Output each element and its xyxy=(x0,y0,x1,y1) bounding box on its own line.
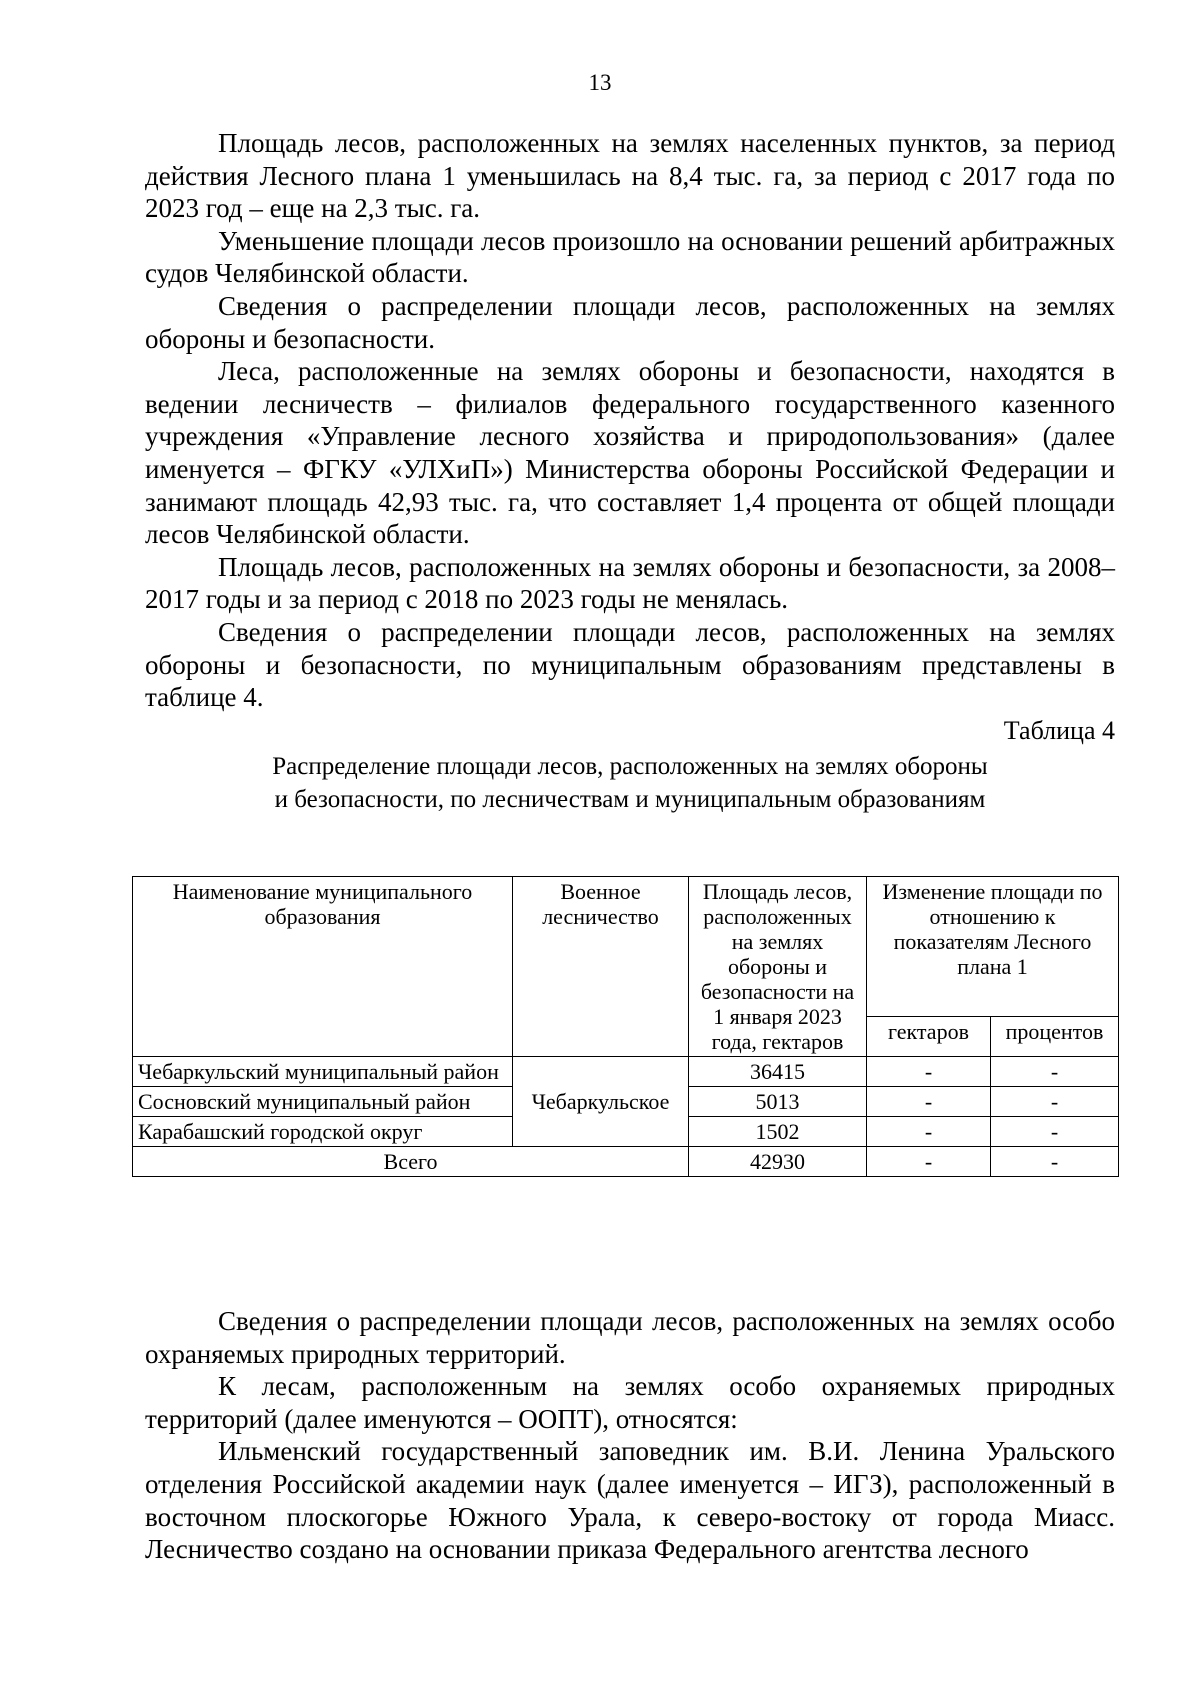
paragraph: Площадь лесов, расположенных на землях населенных пунктов, за период действия Лесного плана 1 уменьшилась на 8,4 тыс. га, за период с 2017 года по 2023 год – еще на 2,3 тыс. га. xyxy=(145,128,1115,224)
cell-municipality: Карабашский городской округ xyxy=(133,1117,513,1147)
cell-total-percent: - xyxy=(991,1147,1119,1177)
table-total-row xyxy=(133,1147,1119,1177)
table-title-line: Распределение площади лесов, расположенных на землях обороны xyxy=(272,753,988,780)
paragraph: К лесам, расположенным на землях особо охраняемых природных территорий (далее именуются – ООПТ), относятся: xyxy=(145,1371,1115,1434)
header-percent: процентов xyxy=(991,1017,1119,1057)
cell-percent: - xyxy=(991,1057,1119,1087)
cell-area: 1502 xyxy=(689,1117,867,1147)
paragraph: Леса, расположенные на землях обороны и безопасности, находятся в ведении лесничеств – филиалов федерального государственного казенного учреждения «Управление лесного хозяйства и природопользования» (далее именуется – ФГКУ «УЛХиП») Министерства обороны Российской Федерации и занимают площадь 42,93 тыс. га, что составляет 1,4 процента от общей площади лесов Челябинской области. xyxy=(145,356,1115,550)
cell-total-area: 42930 xyxy=(689,1147,867,1177)
table-header-row xyxy=(133,877,1119,1017)
cell-hectares: - xyxy=(867,1057,991,1087)
table-title xyxy=(145,750,1115,816)
paragraph: Площадь лесов, расположенных на землях обороны и безопасности, за 2008–2017 годы и за период с 2018 по 2023 годы не менялась. xyxy=(145,551,1115,615)
cell-total-hectares: - xyxy=(867,1147,991,1177)
bottom-text-block xyxy=(145,1305,1115,1566)
paragraph: Сведения о распределении площади лесов, расположенных на землях обороны и безопасности. xyxy=(145,290,1115,354)
header-municipality: Наименование муниципального образования xyxy=(133,877,513,1057)
table-row xyxy=(133,1057,1119,1087)
cell-municipality: Чебаркульский муниципальный район xyxy=(133,1057,513,1087)
paragraph: Ильменский государственный заповедник им. В.И. Ленина Уральского отделения Российской академии наук (далее именуется – ИГЗ), расположенный в восточном плоскогорье Южного Урала, к северо-востоку от города Миасс. Лесничество создано на основании приказа Федерального агентства лесного xyxy=(145,1436,1115,1565)
cell-hectares: - xyxy=(867,1087,991,1117)
forest-area-table xyxy=(132,876,1119,1177)
cell-total-label: Всего xyxy=(133,1147,689,1177)
paragraph: Сведения о распределении площади лесов, расположенных на землях особо охраняемых природных территорий. xyxy=(145,1306,1115,1369)
cell-percent: - xyxy=(991,1087,1119,1117)
cell-municipality: Сосновский муниципальный район xyxy=(133,1087,513,1117)
paragraph: Сведения о распределении площади лесов, расположенных на землях обороны и безопасности, по муниципальным образованиям представлены в таблице 4. xyxy=(145,616,1115,713)
cell-percent: - xyxy=(991,1117,1119,1147)
cell-area: 5013 xyxy=(689,1087,867,1117)
header-area: Площадь лесов, расположенных на землях обороны и безопасности на 1 января 2023 года, гектаров xyxy=(689,877,867,1057)
cell-forestry: Чебаркульское xyxy=(513,1057,689,1147)
table-label: Таблица 4 xyxy=(1003,716,1115,745)
page-number: 13 xyxy=(588,70,612,95)
header-forestry: Военное лесничество xyxy=(513,877,689,1057)
top-text-block xyxy=(145,127,1115,714)
table-title-line: и безопасности, по лесничествам и муниципальным образованиям xyxy=(274,786,986,813)
paragraph: Уменьшение площади лесов произошло на основании решений арбитражных судов Челябинской области. xyxy=(145,225,1115,289)
header-hectares: гектаров xyxy=(867,1017,991,1057)
cell-hectares: - xyxy=(867,1117,991,1147)
cell-area: 36415 xyxy=(689,1057,867,1087)
header-change: Изменение площади по отношению к показателям Лесного плана 1 xyxy=(867,877,1119,1017)
